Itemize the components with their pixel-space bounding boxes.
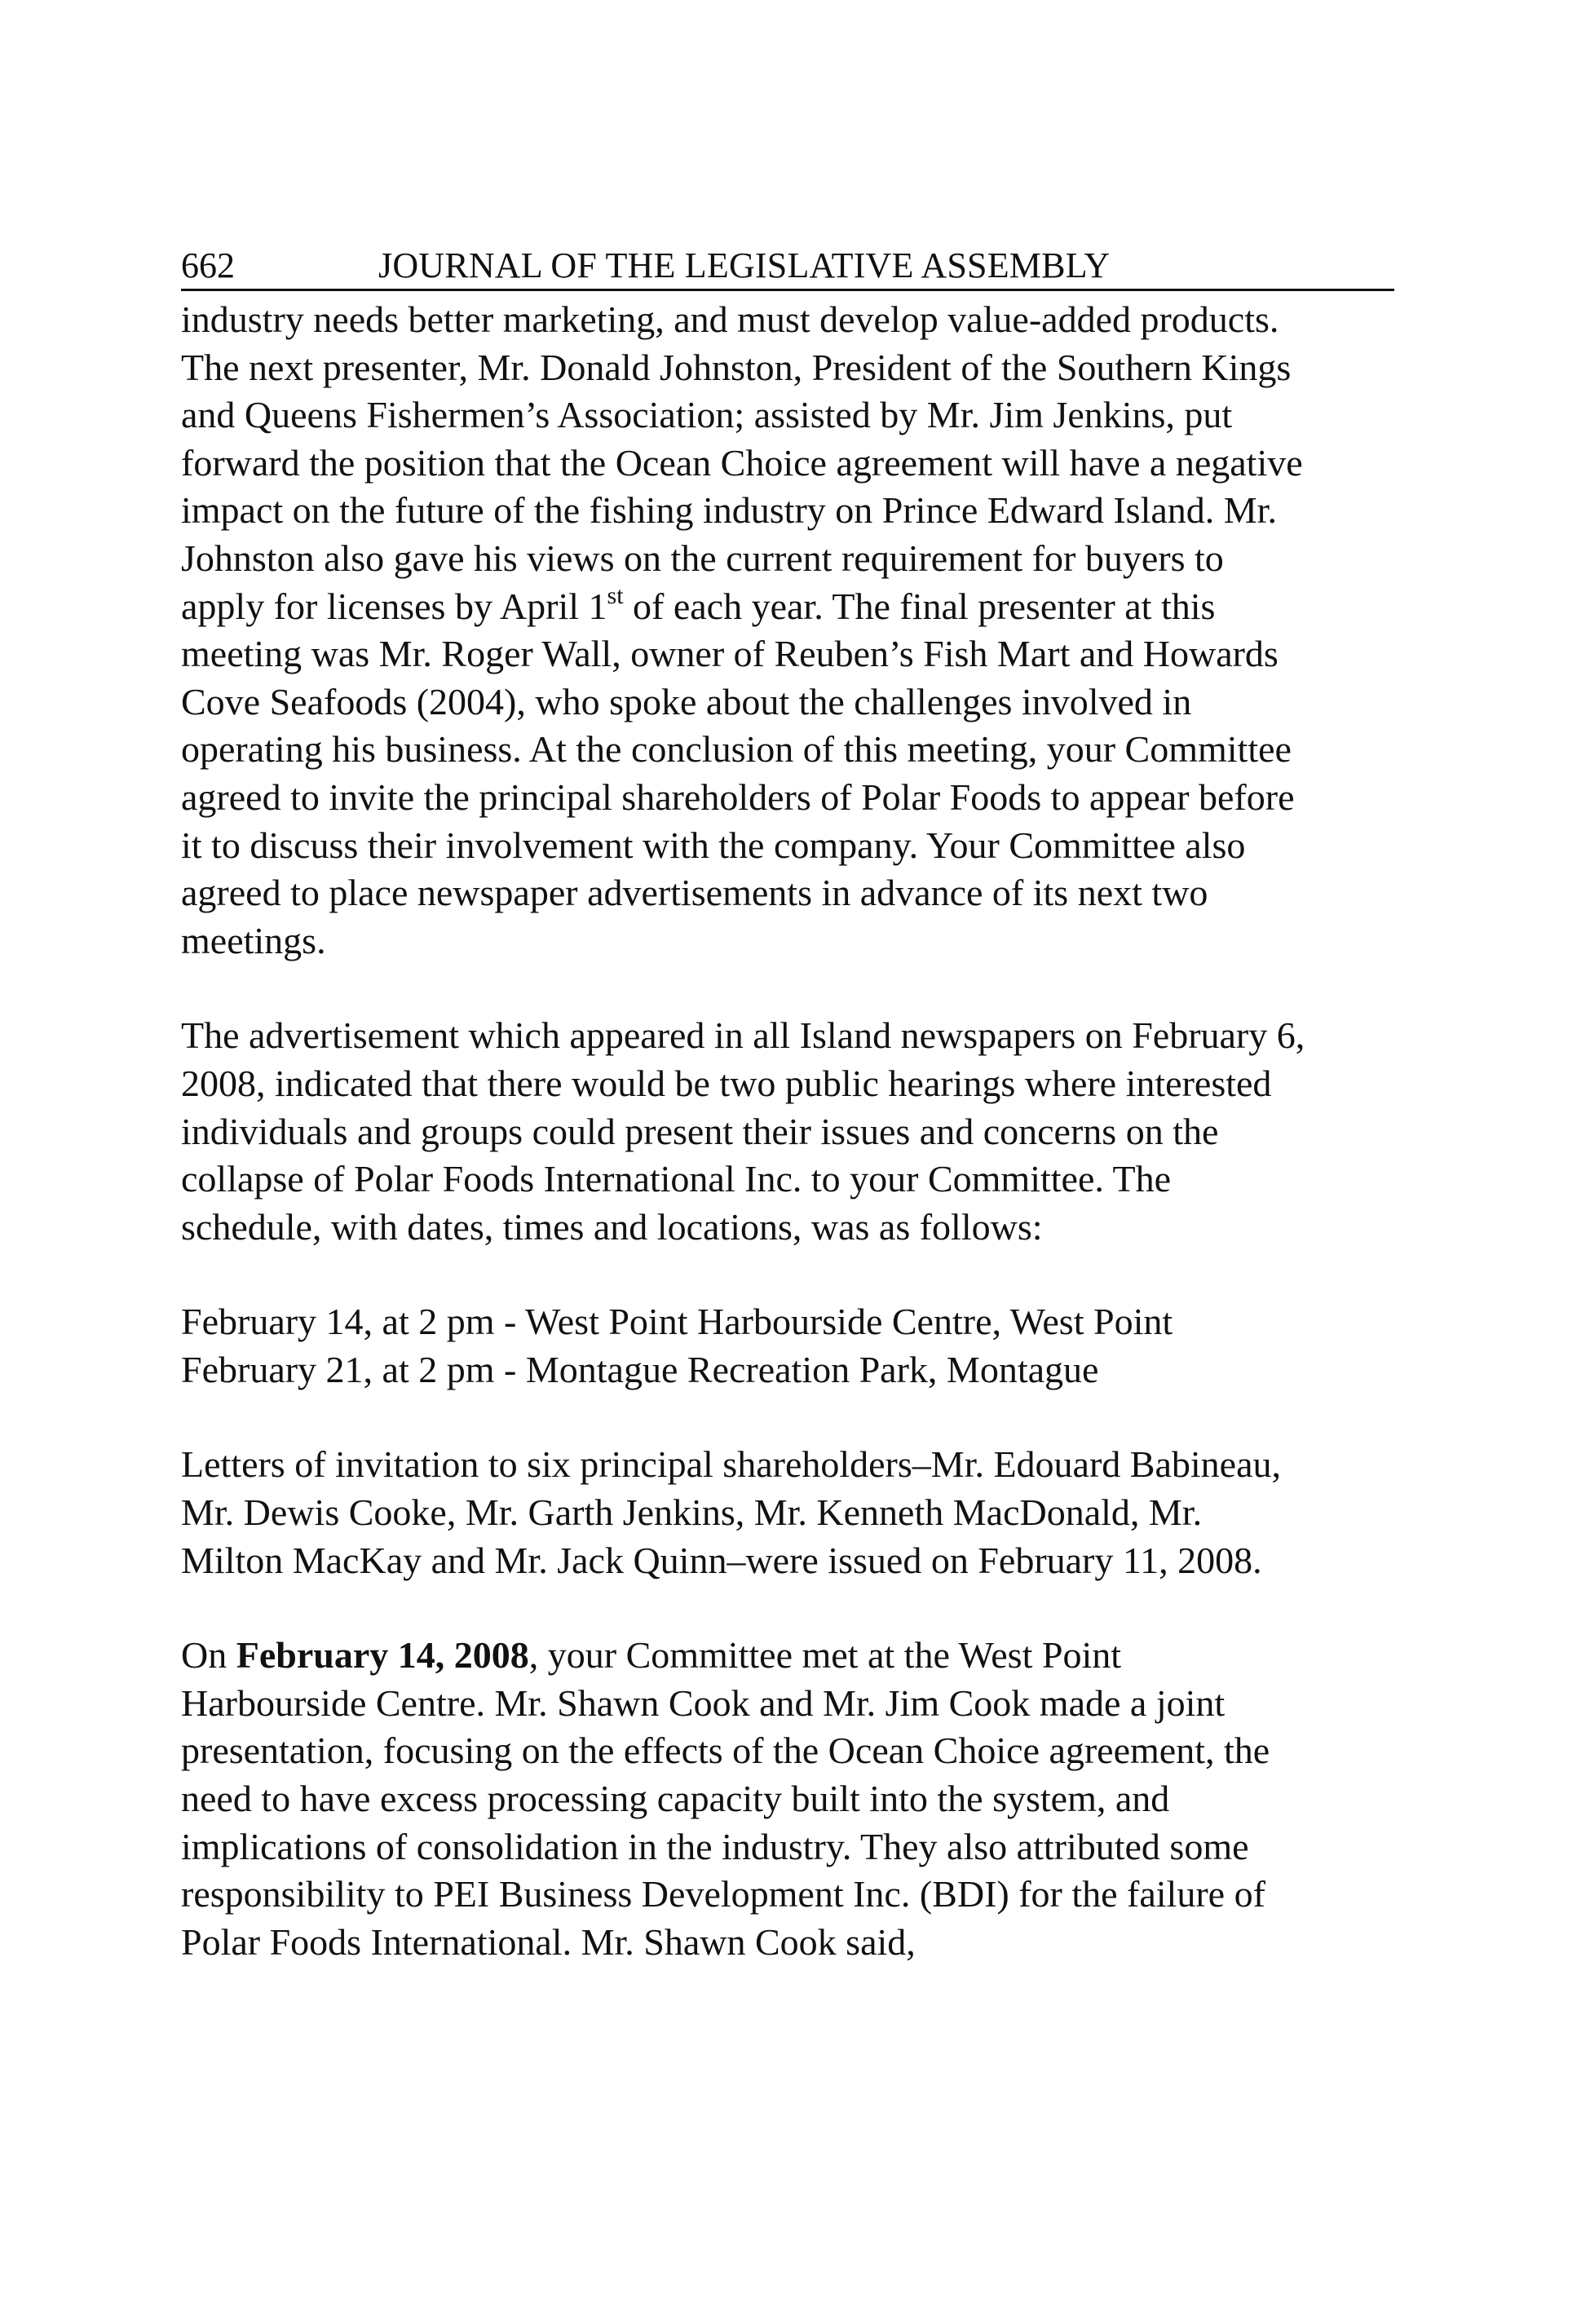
- text-line: Milton MacKay and Mr. Jack Quinn–were issued on February 11, 2008.: [181, 1539, 1262, 1581]
- paragraph-february-meeting: [181, 1632, 1412, 1966]
- text-line: The next presenter, Mr. Donald Johnston, President of the Southern Kings: [181, 346, 1292, 388]
- text-segment: , your Committee met at the West Point: [528, 1634, 1122, 1677]
- text-line: and Queens Fishermen’s Association; assisted by Mr. Jim Jenkins, put: [181, 394, 1233, 436]
- document-page: [181, 245, 1412, 1966]
- text-line: 2008, indicated that there would be two public hearings where interested: [181, 1062, 1272, 1104]
- text-line: collapse of Polar Foods International Inc. to your Committee. The: [181, 1158, 1172, 1200]
- page-number: 662: [181, 245, 235, 285]
- text-line: operating his business. At the conclusion of this meeting, your Committee: [181, 728, 1292, 771]
- text-line: Cove Seafoods (2004), who spoke about the challenges involved in: [181, 680, 1192, 722]
- text-line: Letters of invitation to six principal shareholders–Mr. Edouard Babineau,: [181, 1443, 1282, 1486]
- text-line: Johnston also gave his views on the current requirement for buyers to: [181, 537, 1224, 579]
- hearing-schedule: [181, 1298, 1412, 1394]
- paragraph-committee-presenters: [181, 296, 1412, 965]
- text-line: The advertisement which appeared in all Island newspapers on February 6,: [181, 1014, 1305, 1057]
- text-line: Harbourside Centre. Mr. Shawn Cook and Mr. Jim Cook made a joint: [181, 1681, 1226, 1724]
- text-line: Mr. Dewis Cooke, Mr. Garth Jenkins, Mr. Kenneth MacDonald, Mr.: [181, 1491, 1203, 1534]
- text-line: implications of consolidation in the industry. They also attributed some: [181, 1825, 1249, 1867]
- text-line: [181, 1632, 1412, 1680]
- text-line: responsibility to PEI Business Development Inc. (BDI) for the failure of: [181, 1873, 1265, 1915]
- text-line: meeting was Mr. Roger Wall, owner of Reuben’s Fish Mart and Howards: [181, 633, 1279, 675]
- text-segment: On: [181, 1634, 236, 1677]
- text-line: forward the position that the Ocean Choice agreement will have a negative: [181, 441, 1303, 484]
- text-line: individuals and groups could present their issues and concerns on the: [181, 1110, 1219, 1152]
- meeting-date: February 14, 2008: [236, 1634, 529, 1677]
- journal-title: JOURNAL OF THE LEGISLATIVE ASSEMBLY: [378, 245, 1111, 285]
- text-line: agreed to place newspaper advertisements in advance of its next two: [181, 872, 1208, 914]
- text-line: industry needs better marketing, and must develop value-added products.: [181, 298, 1279, 340]
- schedule-item: February 21, at 2 pm - Montague Recreation Park, Montague: [181, 1348, 1099, 1390]
- text-line: schedule, with dates, times and locations, was as follows:: [181, 1205, 1043, 1248]
- paragraph-invitation-letters: [181, 1441, 1412, 1584]
- running-header: [181, 245, 1394, 291]
- text-segment: of each year. The final presenter at this: [623, 585, 1216, 627]
- text-line: meetings.: [181, 919, 326, 961]
- paragraph-advertisement: [181, 1012, 1412, 1251]
- text-line: Polar Foods International. Mr. Shawn Cook said,: [181, 1920, 916, 1963]
- text-line: [181, 583, 1412, 631]
- text-line: agreed to invite the principal shareholders of Polar Foods to appear before: [181, 775, 1295, 818]
- ordinal-superscript: st: [607, 582, 624, 610]
- text-line: impact on the future of the fishing industry on Prince Edward Island. Mr.: [181, 489, 1277, 532]
- text-line: need to have excess processing capacity built into the system, and: [181, 1778, 1170, 1820]
- text-segment: apply for licenses by April 1: [181, 585, 607, 627]
- text-line: it to discuss their involvement with the company. Your Committee also: [181, 824, 1246, 866]
- text-line: presentation, focusing on the effects of the Ocean Choice agreement, the: [181, 1730, 1270, 1772]
- schedule-item: February 14, at 2 pm - West Point Harbourside Centre, West Point: [181, 1301, 1173, 1343]
